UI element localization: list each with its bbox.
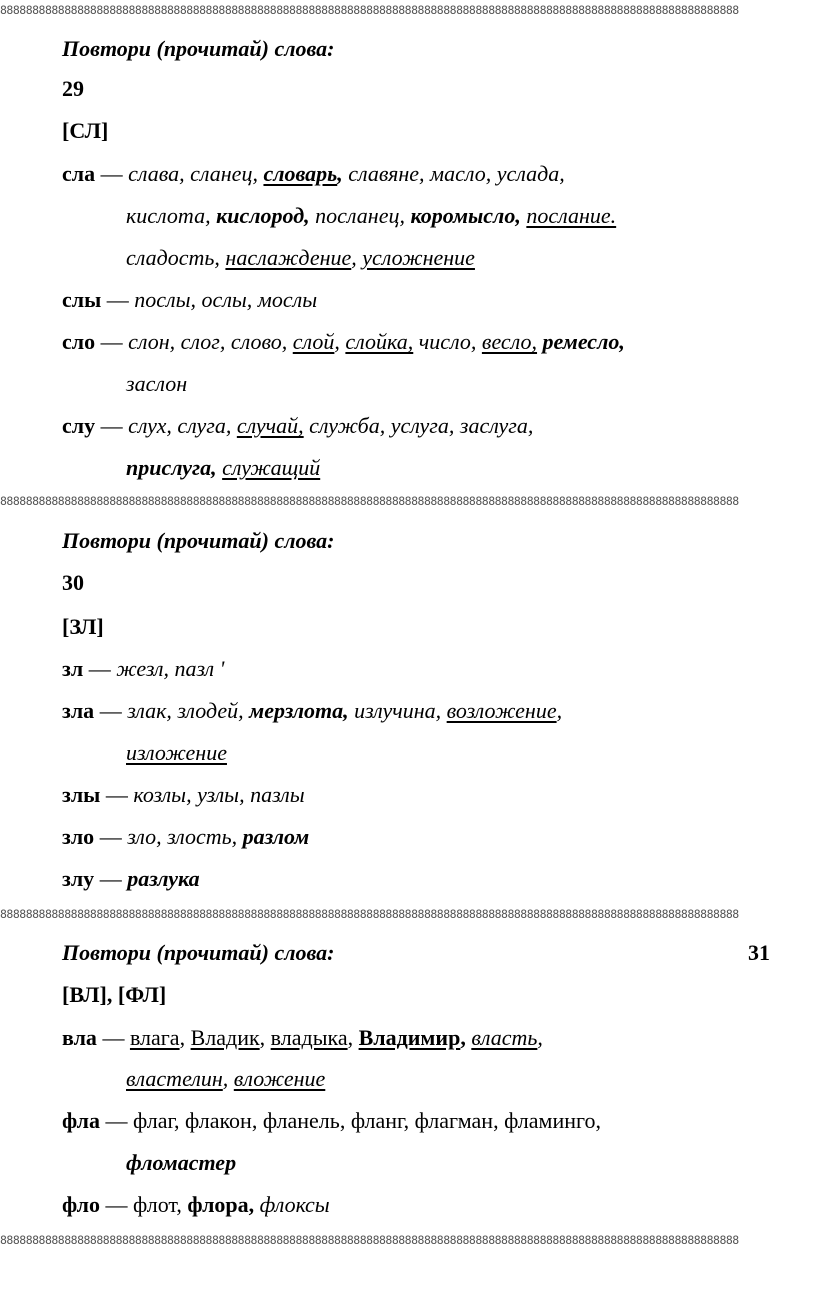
dash: —	[95, 413, 129, 438]
word-emphasized: разлом	[242, 824, 310, 849]
word-underlined: служащий	[222, 455, 321, 480]
word-row	[62, 698, 562, 724]
word: посланец,	[309, 203, 411, 228]
word-underlined: слойка,	[345, 329, 414, 354]
word-emphasized: коромысло,	[410, 203, 521, 228]
word-underlined: изложение	[126, 740, 227, 765]
syllable: слы	[62, 287, 102, 312]
syllable: сло	[62, 329, 96, 354]
word-row	[62, 656, 224, 682]
word: заслон	[126, 371, 188, 396]
word: сланец,	[190, 161, 264, 186]
word-row	[62, 824, 309, 850]
dash: —	[101, 287, 135, 312]
word-row-continuation	[126, 1066, 325, 1092]
sound-label: [СЛ]	[62, 118, 109, 143]
word: слух, слуга,	[128, 413, 237, 438]
sound-label: [ЗЛ]	[62, 614, 104, 639]
word: злак, злодей,	[127, 698, 250, 723]
syllable: вла	[62, 1025, 97, 1050]
word: флоксы	[259, 1192, 330, 1217]
syllable: злу	[62, 866, 95, 891]
word-underlined: послание.	[526, 203, 617, 228]
word-row	[62, 1192, 330, 1218]
syllable: зла	[62, 698, 95, 723]
word-underlined: слой	[292, 329, 335, 354]
word-row	[62, 329, 625, 355]
word-underlined: возложение	[446, 698, 557, 723]
section-heading: Повтори (прочитай) слова:	[62, 528, 335, 553]
word-underlined: власть	[471, 1025, 538, 1050]
word-underlined: владыка	[270, 1025, 348, 1050]
dash: —	[94, 824, 128, 849]
syllable: злы	[62, 782, 101, 807]
word-row-continuation	[126, 203, 616, 229]
word-underlined: случай,	[236, 413, 304, 438]
dash: —	[100, 1108, 134, 1133]
word-emphasized: словарь	[263, 161, 338, 186]
word: ,	[351, 245, 363, 270]
dash: —	[95, 161, 129, 186]
word-emphasized: мерзлота,	[249, 698, 349, 723]
word: служба, услуга, заслуга,	[303, 413, 534, 438]
word-emphasized: флора,	[187, 1192, 255, 1217]
syllable: фло	[62, 1192, 101, 1217]
section-number: 29	[62, 76, 84, 101]
word-underlined: Владик	[190, 1025, 260, 1050]
word: зло, злость,	[127, 824, 243, 849]
word: слава,	[128, 161, 191, 186]
syllable: зло	[62, 824, 95, 849]
word-row-continuation	[126, 1150, 236, 1176]
section-divider: 8888888888888888888888888888888888888888888888888888888888888888888888888888888888888888888888888888888888888888888	[0, 907, 739, 921]
section-divider: 8888888888888888888888888888888888888888888888888888888888888888888888888888888888888888888888888888888888888888888	[0, 3, 739, 17]
word-row	[62, 866, 200, 892]
word-row-continuation	[126, 455, 320, 481]
dash: —	[94, 698, 128, 723]
syllable: слу	[62, 413, 96, 438]
word: флот,	[133, 1192, 188, 1217]
syllable: фла	[62, 1108, 101, 1133]
word: флаг, флакон, фланель, фланг, флагман, фламинго,	[133, 1108, 601, 1133]
word: жезл, пазл '	[116, 656, 225, 681]
word-emphasized: кислород,	[216, 203, 310, 228]
section-number: 30	[62, 570, 84, 595]
word-row	[62, 782, 305, 808]
word-row	[62, 1025, 543, 1051]
word-row-continuation	[126, 245, 475, 271]
word-emphasized: ремесло,	[542, 329, 625, 354]
word: послы, ослы, мослы	[134, 287, 318, 312]
word-row-continuation	[126, 740, 227, 766]
word: ,	[460, 1025, 466, 1050]
section-divider: 8888888888888888888888888888888888888888888888888888888888888888888888888888888888888888888888888888888888888888888	[0, 1233, 739, 1247]
word: кислота,	[126, 203, 217, 228]
word: слон, слог, слово,	[128, 329, 293, 354]
dash: —	[83, 656, 117, 681]
section-heading: Повтори (прочитай) слова:	[62, 940, 335, 965]
word-emphasized: Владимир	[358, 1025, 461, 1050]
word-row	[62, 161, 565, 187]
word-emphasized: фломастер	[126, 1150, 237, 1175]
word: ,	[222, 1066, 234, 1091]
word: ,	[556, 698, 563, 723]
word-underlined: влага	[129, 1025, 180, 1050]
dash: —	[96, 1025, 130, 1050]
word-underlined: наслаждение	[225, 245, 352, 270]
word: сладость,	[126, 245, 226, 270]
word: козлы, узлы, пазлы	[133, 782, 305, 807]
word: славяне, масло, услада,	[348, 161, 565, 186]
word: число,	[413, 329, 482, 354]
word: излучина,	[348, 698, 447, 723]
dash: —	[100, 782, 134, 807]
section-heading: Повтори (прочитай) слова:	[62, 36, 335, 61]
word: ,	[537, 1025, 543, 1050]
word: ,	[334, 329, 346, 354]
dash: —	[94, 866, 128, 891]
word-row	[62, 1108, 601, 1134]
dash: —	[100, 1192, 134, 1217]
word-emphasized: разлука	[127, 866, 200, 891]
section-number: 31	[748, 940, 770, 965]
syllable: зл	[62, 656, 84, 681]
word: ,	[259, 1025, 271, 1050]
syllable: сла	[62, 161, 96, 186]
word-underlined: властелин	[126, 1066, 223, 1091]
word-row-continuation	[126, 371, 187, 397]
word: ,	[179, 1025, 191, 1050]
word-underlined: весло,	[481, 329, 538, 354]
section-divider: 8888888888888888888888888888888888888888888888888888888888888888888888888888888888888888888888888888888888888888888	[0, 494, 739, 508]
sound-label: [ВЛ], [ФЛ]	[62, 982, 167, 1007]
word-row	[62, 413, 533, 439]
dash: —	[95, 329, 129, 354]
word-underlined: вложение	[233, 1066, 326, 1091]
word-underlined: усложнение	[362, 245, 475, 270]
word-row	[62, 287, 317, 313]
word: ,	[337, 161, 349, 186]
word-emphasized: прислуга,	[126, 455, 217, 480]
word: ,	[347, 1025, 359, 1050]
